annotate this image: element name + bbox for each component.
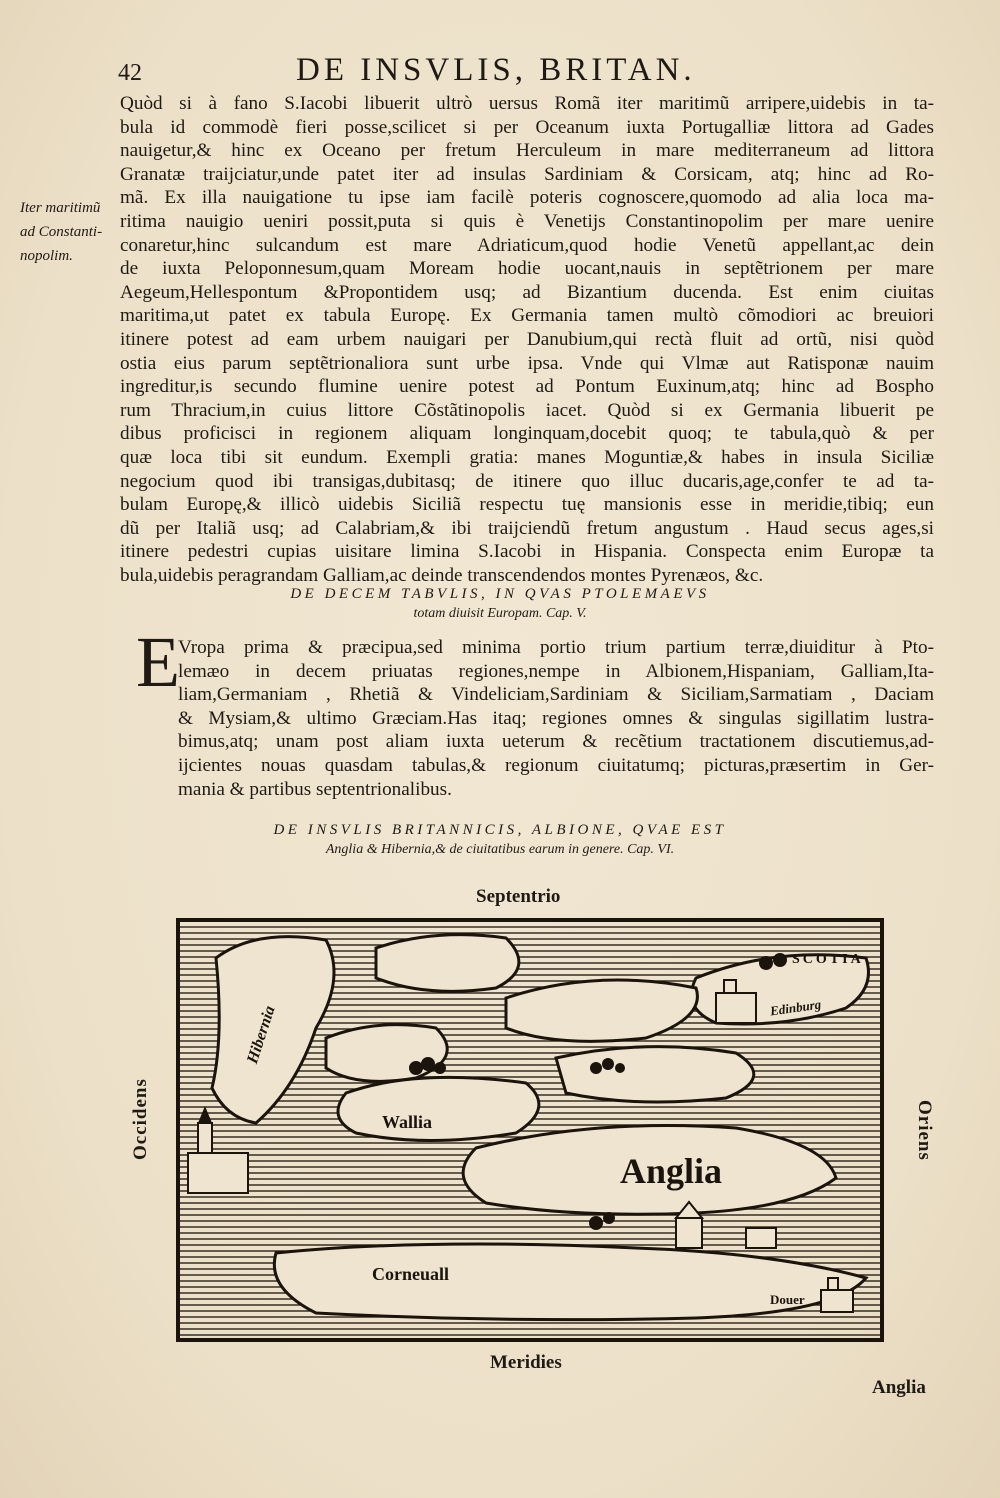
text-line: dibus proficisci in regionem aliquam longinquam,docebit quoq; te tabula,quò & per: [120, 423, 934, 445]
map-label-wallia: Wallia: [382, 1112, 433, 1132]
chapter-5-heading: [0, 586, 1000, 622]
chapter-subtitle: totam diuisit Europam. Cap. V.: [413, 606, 587, 621]
text-line: bula,uidebis peragrandam Galliam,ac deinde transcendendos montes Pyrenæos, &c.: [120, 564, 764, 586]
text-line: conaretur,hinc sulcandum est mare Adriaticum,quod hodie Venetũ appellant,ac dein: [120, 234, 934, 256]
text-line: ritima nauigio ueniri possit,puta si quis è Venetijs Constantinopolim per mare uenire: [120, 210, 934, 232]
text-line: Quòd si à fano S.Iacobi libuerit ultrò uersus Romã iter maritimũ arripere,uidebis in ta-: [120, 93, 934, 114]
page-header: [0, 52, 1000, 92]
chapter-title: DE INSVLIS BRITANNICIS, ALBIONE, QVAE EST: [273, 822, 727, 838]
text-line: mania & partibus septentrionalibus.: [178, 778, 452, 800]
map-south-label: Meridies: [490, 1352, 562, 1373]
chapter-6-heading: [0, 822, 1000, 858]
margin-note-line: Iter maritimũ: [20, 200, 101, 216]
margin-note-line: ad Constanti-: [20, 224, 103, 240]
margin-note: [20, 196, 128, 268]
text-line: itinere pedestri cupias uisitare limina S.Iacobi in Hispania. Conspecta enim Europæ ta: [120, 541, 934, 563]
map-label-hibernia: Hibernia: [244, 1003, 279, 1066]
map-label-douer: Douer: [770, 1292, 805, 1307]
paragraph-europe-divisions: [178, 636, 934, 801]
drop-cap: E: [136, 622, 180, 702]
text-line: bula id commodè fieri posse,scilicet si per Oceanum iuxta Portugalliæ littora ad Gades: [120, 116, 934, 138]
text-line: negocium quod ibi transigas,dubitasq; de itinere quo illuc ducaris,age,confer te ad ta-: [120, 470, 934, 492]
map-west-label: Occidens: [130, 1078, 151, 1160]
text-line: nauigetur,& hinc ex Oceano per fretum Herculeum in mare mediterraneum ad littora: [120, 140, 934, 162]
text-line: dũ per Italiã usq; ad Calabriam,& ibi traijciendũ fretum angustum . Haud secus ages,si: [120, 517, 934, 539]
map-east-label: Oriens: [914, 1100, 935, 1161]
map-label-edinburg: Edinburg: [769, 996, 823, 1019]
text-line: rum Thracium,in cuius littore Cõstãtinopolis iacet. Quòd si ex Germania libuerit pe: [120, 399, 934, 421]
text-line: Aegeum,Hellespontum &Propontidem usq; ad Bizantium ducenda. Est enim ciuitas: [120, 281, 934, 303]
woodcut-map-britain: [176, 918, 884, 1342]
map-illustration: [176, 918, 884, 1342]
map-label-corneuall: Corneuall: [372, 1264, 450, 1284]
text-line: liam,Germaniam , Rhetiã & Vindeliciam,Sardiniam & Siciliam,Sarmatiam , Daciam: [178, 684, 934, 706]
map-label-scotia: SCOTIA: [792, 952, 864, 967]
paragraph-travel-routes: [120, 92, 934, 587]
running-head: DE INSVLIS, BRITAN.: [296, 52, 696, 88]
wallia-region: [338, 1077, 539, 1140]
text-line: itinere potest ad eam urbem nauigari per Danubium,qui rectà fluit ad ortũ, nisi quòd: [120, 328, 934, 350]
page-number: 42: [118, 60, 142, 86]
text-line: quæ loca tibi sit eundum. Exempli gratia: manes Moguntiæ,& habes in insula Siciliæ: [120, 446, 934, 468]
text-line: bimus,atq; unam post aliam iuxta ueterum & recẽtium tractationem discutiemus,ad-: [178, 731, 934, 753]
text-line: maritima,ut patet ex tabula Europę. Ex Germania tamen multò cõmodiori ac breuiori: [120, 305, 934, 327]
text-line: bulam Europę,& illicò uidebis Siciliã respectu tuę mansionis esse in meridie,tibiq; eun: [120, 494, 934, 516]
text-line: ingreditur,is secundo flumine uenire potest ad Pontum Euxinum,atq; hinc ad Bospho: [120, 376, 934, 398]
text-line: ostia eius parum septẽtrionaliora sunt urbe ipsa. Vnde qui Vlmæ aut Ratisponæ nauim: [120, 352, 934, 374]
chapter-title: DE DECEM TABVLIS, IN QVAS PTOLEMAEVS: [290, 586, 710, 602]
text-line: Granatæ traijciatur,unde patet iter ad insulas Sardiniam & Corsicam, atq; hinc ad Ro-: [120, 163, 934, 185]
map-north-label: Septentrio: [476, 886, 561, 907]
text-line: Vropa prima & præcipua,sed minima portio trium partium terræ,diuiditur à Pto-: [178, 637, 934, 658]
text-line: de iuxta Peloponnesum,quam Moream hodie uocant,nauis in septẽtrionem per mare: [120, 258, 934, 280]
text-line: ijcientes nouas quasdam tabulas,& regionum ciuitatumq; picturas,præsertim in Ger-: [178, 754, 934, 776]
text-line: mã. Ex illa nauigatione tu ipse iam facilè poteris cognoscere,quomodo ad alia loca ma-: [120, 187, 934, 209]
map-label-anglia: Anglia: [620, 1151, 723, 1191]
chapter-subtitle: Anglia & Hibernia,& de ciuitatibus earum in genere. Cap. VI.: [325, 842, 675, 857]
catchword: Anglia: [872, 1377, 926, 1398]
text-line: lemæo in decem priuatas regiones,nempe in Albionem,Hispaniam, Galliam,Ita-: [178, 660, 934, 682]
margin-note-line: nopolim.: [20, 248, 73, 264]
text-line: & Mysiam,& ultimo Græciam.Has itaq; regiones omnes & singulas sigillatim lustra-: [178, 707, 934, 729]
